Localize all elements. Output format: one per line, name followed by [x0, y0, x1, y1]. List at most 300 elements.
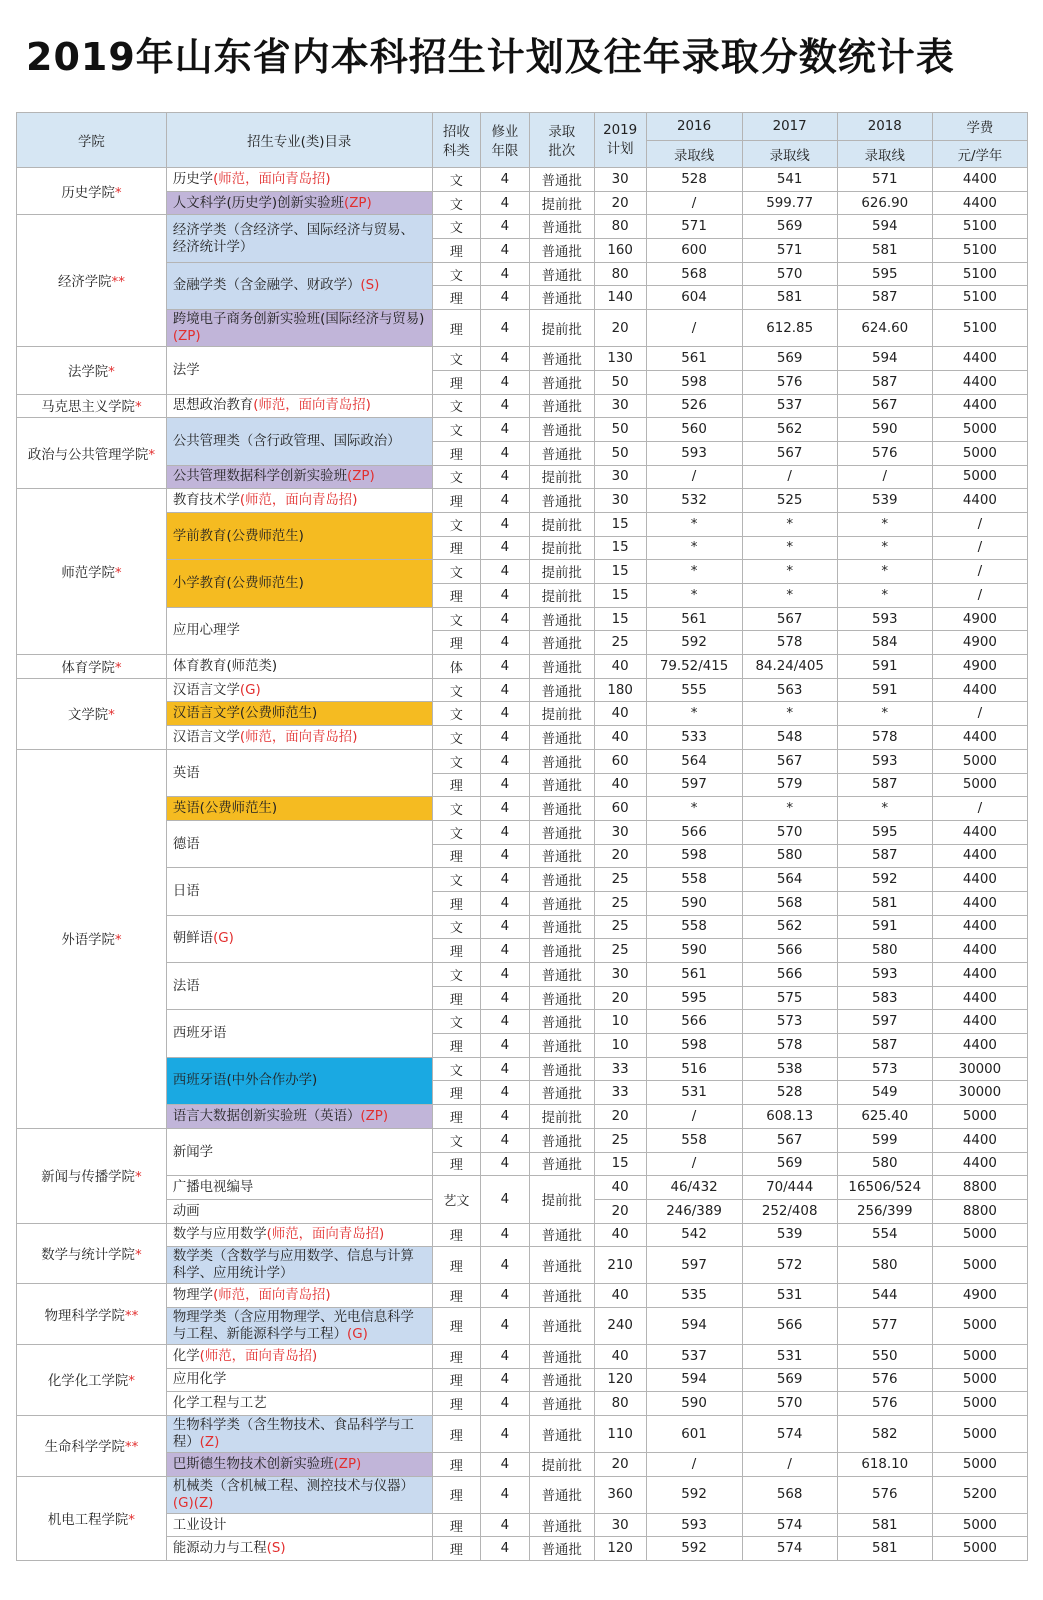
years-cell: 4 — [481, 512, 530, 536]
score-2016-cell: 590 — [646, 891, 742, 915]
tuition-cell: 5000 — [932, 1537, 1027, 1561]
batch-cell: 提前批 — [529, 536, 594, 560]
plan-cell: 240 — [594, 1307, 646, 1344]
years-cell: 4 — [481, 262, 530, 286]
major-name: 西班牙语 — [172, 1026, 227, 1042]
batch-cell: 普通批 — [529, 1513, 594, 1537]
major-cell — [166, 418, 432, 465]
years-cell: 4 — [481, 1368, 530, 1392]
tuition-cell: 4400 — [932, 191, 1027, 215]
table-row — [17, 749, 1028, 773]
plan-cell: 25 — [594, 1128, 646, 1152]
subject-cell: 理 — [432, 844, 481, 868]
subject-cell: 理 — [432, 1284, 481, 1308]
years-cell: 4 — [481, 286, 530, 310]
score-2018-cell: * — [837, 560, 932, 584]
plan-cell: 30 — [594, 820, 646, 844]
score-2016-cell: * — [646, 584, 742, 608]
tuition-cell: 4400 — [932, 891, 1027, 915]
college-name: 新闻与传播学院 — [41, 1170, 135, 1186]
score-2017-cell: 574 — [742, 1416, 837, 1453]
years-cell: 4 — [481, 1307, 530, 1344]
score-2017-cell: 567 — [742, 749, 837, 773]
table-row — [17, 1416, 1028, 1453]
subject-cell: 文 — [432, 726, 481, 750]
score-2017-cell: 84.24/405 — [742, 655, 837, 679]
subject-cell: 理 — [432, 939, 481, 963]
score-2016-cell: 590 — [646, 1392, 742, 1416]
years-cell: 4 — [481, 1476, 530, 1513]
major-cell — [166, 678, 432, 702]
years-cell: 4 — [481, 1392, 530, 1416]
subject-cell: 文 — [432, 1128, 481, 1152]
score-2018-cell: 626.90 — [837, 191, 932, 215]
years-cell: 4 — [481, 631, 530, 655]
tuition-cell: 4400 — [932, 1034, 1027, 1058]
plan-cell: 25 — [594, 939, 646, 963]
major-cell — [166, 215, 432, 262]
batch-cell: 普通批 — [529, 1476, 594, 1513]
batch-cell: 普通批 — [529, 820, 594, 844]
college-cell — [17, 1128, 167, 1223]
plan-cell: 25 — [594, 631, 646, 655]
subject-cell: 理 — [432, 286, 481, 310]
score-2017-cell: 581 — [742, 286, 837, 310]
score-2018-cell: 618.10 — [837, 1453, 932, 1477]
major-name: 跨境电子商务创新实验班(国际经济与贸易) — [172, 312, 425, 328]
years-cell: 4 — [481, 773, 530, 797]
table-row — [17, 465, 1028, 489]
batch-cell: 普通批 — [529, 1537, 594, 1561]
tuition-cell: 4400 — [932, 1152, 1027, 1176]
tuition-cell: / — [932, 584, 1027, 608]
major-name: 汉语言文学(公费师范生) — [172, 706, 318, 722]
major-name: 金融学类（含金融学、财政学） — [172, 278, 361, 294]
subject-cell: 理 — [432, 1247, 481, 1284]
subject-cell: 文 — [432, 168, 481, 192]
score-2018-cell: 593 — [837, 749, 932, 773]
table-row — [17, 1247, 1028, 1284]
batch-cell: 普通批 — [529, 1416, 594, 1453]
subject-cell: 文 — [432, 512, 481, 536]
table-row — [17, 418, 1028, 442]
years-cell: 4 — [481, 1344, 530, 1368]
score-2018-cell: 587 — [837, 370, 932, 394]
batch-cell: 普通批 — [529, 1223, 594, 1247]
college-mark: * — [114, 185, 122, 201]
subject-cell: 理 — [432, 441, 481, 465]
major-cell — [166, 394, 432, 418]
years-cell: 4 — [481, 963, 530, 987]
major-note: (师范，面向青岛招) — [239, 729, 358, 745]
subject-cell: 文 — [432, 1057, 481, 1081]
major-cell — [166, 560, 432, 607]
subject-cell: 理 — [432, 1476, 481, 1513]
college-name: 历史学院 — [61, 185, 115, 201]
major-cell — [166, 1416, 432, 1453]
score-2017-cell: 563 — [742, 678, 837, 702]
score-2018-cell: 581 — [837, 239, 932, 263]
college-mark: * — [134, 400, 142, 416]
tuition-cell: 4400 — [932, 1010, 1027, 1034]
score-2017-cell: 568 — [742, 1476, 837, 1513]
tuition-cell: 30000 — [932, 1081, 1027, 1105]
table-row — [17, 868, 1028, 892]
table-row — [17, 512, 1028, 536]
major-name: 经济学类（含经济学、国际经济与贸易、经济统计学） — [172, 222, 414, 255]
major-cell — [166, 310, 432, 347]
college-cell — [17, 215, 167, 347]
major-cell — [166, 1344, 432, 1368]
tuition-cell: 4400 — [932, 820, 1027, 844]
score-2016-cell: 593 — [646, 1513, 742, 1537]
subject-cell: 文 — [432, 702, 481, 726]
major-cell — [166, 1199, 432, 1223]
score-2017-cell: * — [742, 797, 837, 821]
batch-cell: 普通批 — [529, 168, 594, 192]
tuition-cell: 8800 — [932, 1199, 1027, 1223]
college-name: 政治与公共管理学院 — [27, 447, 149, 463]
table-row — [17, 1368, 1028, 1392]
score-2018-cell: 587 — [837, 773, 932, 797]
major-cell — [166, 1105, 432, 1129]
score-2017-cell: 538 — [742, 1057, 837, 1081]
score-2017-cell: 531 — [742, 1344, 837, 1368]
score-2017-cell: 564 — [742, 868, 837, 892]
plan-cell: 30 — [594, 394, 646, 418]
years-cell: 4 — [481, 1284, 530, 1308]
major-note: (师范，面向青岛招) — [199, 1348, 318, 1364]
years-cell: 4 — [481, 418, 530, 442]
score-2017-cell: 578 — [742, 631, 837, 655]
plan-cell: 15 — [594, 1152, 646, 1176]
score-2017-cell: 608.13 — [742, 1105, 837, 1129]
plan-cell: 20 — [594, 844, 646, 868]
years-cell: 4 — [481, 1247, 530, 1284]
major-cell — [166, 749, 432, 796]
score-2016-cell: * — [646, 702, 742, 726]
major-name: 数学与应用数学 — [172, 1227, 267, 1243]
table-row — [17, 820, 1028, 844]
tuition-cell: 4400 — [932, 394, 1027, 418]
college-name: 体育学院 — [61, 660, 115, 676]
subject-cell: 理 — [432, 1223, 481, 1247]
score-2016-cell: 592 — [646, 1476, 742, 1513]
years-cell: 4 — [481, 191, 530, 215]
major-note: (G)(Z) — [172, 1495, 214, 1511]
tuition-cell: 5000 — [932, 1105, 1027, 1129]
plan-cell: 40 — [594, 1176, 646, 1200]
batch-cell: 提前批 — [529, 310, 594, 347]
score-2016-cell: 246/389 — [646, 1199, 742, 1223]
years-cell: 4 — [481, 215, 530, 239]
plan-cell: 60 — [594, 797, 646, 821]
tuition-cell: 4400 — [932, 844, 1027, 868]
batch-cell: 普通批 — [529, 655, 594, 679]
table-row — [17, 560, 1028, 584]
subject-cell: 理 — [432, 986, 481, 1010]
score-2016-cell: 571 — [646, 215, 742, 239]
batch-cell: 提前批 — [529, 465, 594, 489]
score-2017-cell: 569 — [742, 1368, 837, 1392]
major-name: 数学类（含数学与应用数学、信息与计算科学、应用统计学） — [172, 1249, 414, 1282]
plan-cell: 25 — [594, 868, 646, 892]
score-2018-cell: 539 — [837, 489, 932, 513]
batch-cell: 提前批 — [529, 1453, 594, 1477]
years-cell: 4 — [481, 607, 530, 631]
subject-cell: 理 — [432, 891, 481, 915]
years-cell: 4 — [481, 1081, 530, 1105]
major-name: 思想政治教育 — [172, 398, 254, 414]
score-2016-cell: 561 — [646, 963, 742, 987]
years-cell: 4 — [481, 868, 530, 892]
college-mark: * — [128, 1512, 135, 1528]
score-2017-cell: 525 — [742, 489, 837, 513]
score-2016-cell: * — [646, 536, 742, 560]
score-2016-cell: / — [646, 310, 742, 347]
college-name: 化学化工学院 — [47, 1374, 129, 1390]
subject-cell: 理 — [432, 310, 481, 347]
score-2016-cell: 598 — [646, 370, 742, 394]
score-2017-cell: 539 — [742, 1223, 837, 1247]
score-2017-cell: 566 — [742, 939, 837, 963]
tuition-cell: 4900 — [932, 1284, 1027, 1308]
college-cell — [17, 347, 167, 394]
college-name: 生命科学学院 — [44, 1440, 125, 1456]
score-2018-cell: 594 — [837, 215, 932, 239]
tuition-cell: 4400 — [932, 915, 1027, 939]
score-2018-cell: 576 — [837, 1392, 932, 1416]
plan-cell: 50 — [594, 441, 646, 465]
major-cell — [166, 1476, 432, 1513]
score-2016-cell: 566 — [646, 1010, 742, 1034]
years-cell: 4 — [481, 370, 530, 394]
table-row — [17, 702, 1028, 726]
score-2016-cell: * — [646, 560, 742, 584]
years-cell: 4 — [481, 536, 530, 560]
score-2017-cell: 599.77 — [742, 191, 837, 215]
score-2018-cell: 590 — [837, 418, 932, 442]
college-mark: * — [108, 364, 115, 380]
subject-cell: 理 — [432, 1416, 481, 1453]
subject-cell: 理 — [432, 1081, 481, 1105]
batch-cell: 提前批 — [529, 1176, 594, 1223]
major-cell — [166, 1537, 432, 1561]
score-2018-cell: 573 — [837, 1057, 932, 1081]
plan-cell: 30 — [594, 168, 646, 192]
college-cell — [17, 168, 167, 215]
table-row — [17, 1513, 1028, 1537]
score-2018-cell: 599 — [837, 1128, 932, 1152]
score-2017-cell: 580 — [742, 844, 837, 868]
plan-cell: 40 — [594, 1344, 646, 1368]
major-cell — [166, 655, 432, 679]
score-2017-cell: 570 — [742, 820, 837, 844]
plan-cell: 20 — [594, 986, 646, 1010]
score-2018-cell: 625.40 — [837, 1105, 932, 1129]
major-name: 学前教育(公费师范生) — [172, 528, 304, 544]
score-2018-cell: 576 — [837, 441, 932, 465]
major-cell — [166, 1128, 432, 1175]
major-name: 能源动力与工程 — [172, 1541, 267, 1557]
score-2017-cell: 575 — [742, 986, 837, 1010]
batch-cell: 普通批 — [529, 631, 594, 655]
score-2018-cell: 595 — [837, 262, 932, 286]
plan-cell: 40 — [594, 1284, 646, 1308]
table-row — [17, 1105, 1028, 1129]
score-2016-cell: / — [646, 1105, 742, 1129]
major-cell — [166, 465, 432, 489]
score-2016-cell: 594 — [646, 1307, 742, 1344]
table-row — [17, 1010, 1028, 1034]
tuition-cell: 4900 — [932, 655, 1027, 679]
tuition-cell: 5000 — [932, 1453, 1027, 1477]
college-cell — [17, 1223, 167, 1284]
major-note: (Z) — [199, 1435, 220, 1450]
score-2016-cell: 558 — [646, 868, 742, 892]
batch-cell: 普通批 — [529, 1152, 594, 1176]
major-note: (ZP) — [333, 1456, 362, 1472]
subject-cell: 文 — [432, 820, 481, 844]
years-cell: 4 — [481, 726, 530, 750]
table-row — [17, 726, 1028, 750]
years-cell: 4 — [481, 678, 530, 702]
score-2017-cell: 566 — [742, 963, 837, 987]
plan-cell: 40 — [594, 726, 646, 750]
score-2016-cell: / — [646, 1152, 742, 1176]
college-cell — [17, 678, 167, 749]
table-row — [17, 1307, 1028, 1344]
years-cell: 4 — [481, 1453, 530, 1477]
batch-cell: 普通批 — [529, 262, 594, 286]
tuition-cell: 5000 — [932, 1368, 1027, 1392]
batch-cell: 提前批 — [529, 191, 594, 215]
subject-cell: 文 — [432, 262, 481, 286]
score-2016-cell: 597 — [646, 1247, 742, 1284]
college-name: 马克思主义学院 — [41, 400, 135, 416]
batch-cell: 普通批 — [529, 418, 594, 442]
score-2017-cell: 569 — [742, 347, 837, 371]
score-2016-cell: 555 — [646, 678, 742, 702]
major-cell — [166, 512, 432, 559]
batch-cell: 普通批 — [529, 1392, 594, 1416]
plan-cell: 80 — [594, 1392, 646, 1416]
score-2018-cell: 582 — [837, 1416, 932, 1453]
score-2017-cell: 537 — [742, 394, 837, 418]
tuition-cell: 4400 — [932, 168, 1027, 192]
tuition-cell: 5000 — [932, 1344, 1027, 1368]
subject-cell: 理 — [432, 584, 481, 608]
score-2016-cell: 600 — [646, 239, 742, 263]
plan-cell: 15 — [594, 536, 646, 560]
plan-cell: 15 — [594, 512, 646, 536]
major-name: 化学工程与工艺 — [172, 1396, 267, 1412]
table-row — [17, 1344, 1028, 1368]
batch-cell: 普通批 — [529, 1128, 594, 1152]
plan-cell: 20 — [594, 1453, 646, 1477]
plan-cell: 25 — [594, 891, 646, 915]
major-cell — [166, 868, 432, 915]
major-name: 人文科学(历史学)创新实验班 — [172, 195, 345, 211]
score-2016-cell: 560 — [646, 418, 742, 442]
tuition-cell: 5000 — [932, 441, 1027, 465]
score-2016-cell: 566 — [646, 820, 742, 844]
college-cell — [17, 749, 167, 1128]
college-cell — [17, 655, 167, 679]
college-mark: * — [114, 933, 122, 949]
table-row — [17, 678, 1028, 702]
tuition-cell: 5100 — [932, 286, 1027, 310]
score-2016-cell: / — [646, 465, 742, 489]
college-cell — [17, 489, 167, 655]
college-cell — [17, 394, 167, 418]
college-name: 经济学院 — [57, 275, 112, 291]
plan-cell: 50 — [594, 370, 646, 394]
subject-cell: 文 — [432, 678, 481, 702]
score-2018-cell: 576 — [837, 1476, 932, 1513]
score-2016-cell: 561 — [646, 607, 742, 631]
header-college: 学院 — [17, 113, 167, 168]
score-2017-cell: / — [742, 465, 837, 489]
tuition-cell: / — [932, 512, 1027, 536]
score-2018-cell: * — [837, 702, 932, 726]
score-2017-cell: 570 — [742, 1392, 837, 1416]
score-2017-cell: 574 — [742, 1513, 837, 1537]
major-note: (ZP) — [360, 1108, 389, 1124]
table-row — [17, 797, 1028, 821]
score-2016-cell: 558 — [646, 915, 742, 939]
college-mark: ** — [111, 275, 125, 291]
plan-cell: 110 — [594, 1416, 646, 1453]
major-name: 德语 — [172, 836, 200, 852]
years-cell: 4 — [481, 820, 530, 844]
major-name: 动画 — [172, 1203, 200, 1219]
major-name: 巴斯德生物技术创新实验班 — [172, 1456, 334, 1472]
score-2017-cell: 531 — [742, 1284, 837, 1308]
major-note: (S) — [360, 278, 380, 294]
header-subject: 招收 科类 — [432, 113, 481, 168]
score-2017-cell: 567 — [742, 1128, 837, 1152]
tuition-cell: 4400 — [932, 1128, 1027, 1152]
tuition-cell: 5100 — [932, 239, 1027, 263]
subject-cell: 理 — [432, 489, 481, 513]
score-2017-cell: 574 — [742, 1537, 837, 1561]
batch-cell: 普通批 — [529, 844, 594, 868]
score-2018-cell: 544 — [837, 1284, 932, 1308]
college-mark: ** — [124, 1440, 139, 1456]
batch-cell: 普通批 — [529, 797, 594, 821]
years-cell: 4 — [481, 560, 530, 584]
score-2018-cell: / — [837, 465, 932, 489]
years-cell: 4 — [481, 891, 530, 915]
batch-cell: 普通批 — [529, 1284, 594, 1308]
table-row — [17, 1392, 1028, 1416]
batch-cell: 普通批 — [529, 394, 594, 418]
score-2017-cell: 569 — [742, 215, 837, 239]
score-2016-cell: / — [646, 191, 742, 215]
subject-cell: 理 — [432, 1513, 481, 1537]
subject-cell: 文 — [432, 465, 481, 489]
table-row — [17, 1176, 1028, 1200]
table-row — [17, 1128, 1028, 1152]
score-2018-cell: 256/399 — [837, 1199, 932, 1223]
plan-cell: 30 — [594, 963, 646, 987]
tuition-cell: 4400 — [932, 726, 1027, 750]
plan-cell: 60 — [594, 749, 646, 773]
subject-cell: 理 — [432, 1152, 481, 1176]
tuition-cell: 5000 — [932, 465, 1027, 489]
score-2016-cell: 528 — [646, 168, 742, 192]
